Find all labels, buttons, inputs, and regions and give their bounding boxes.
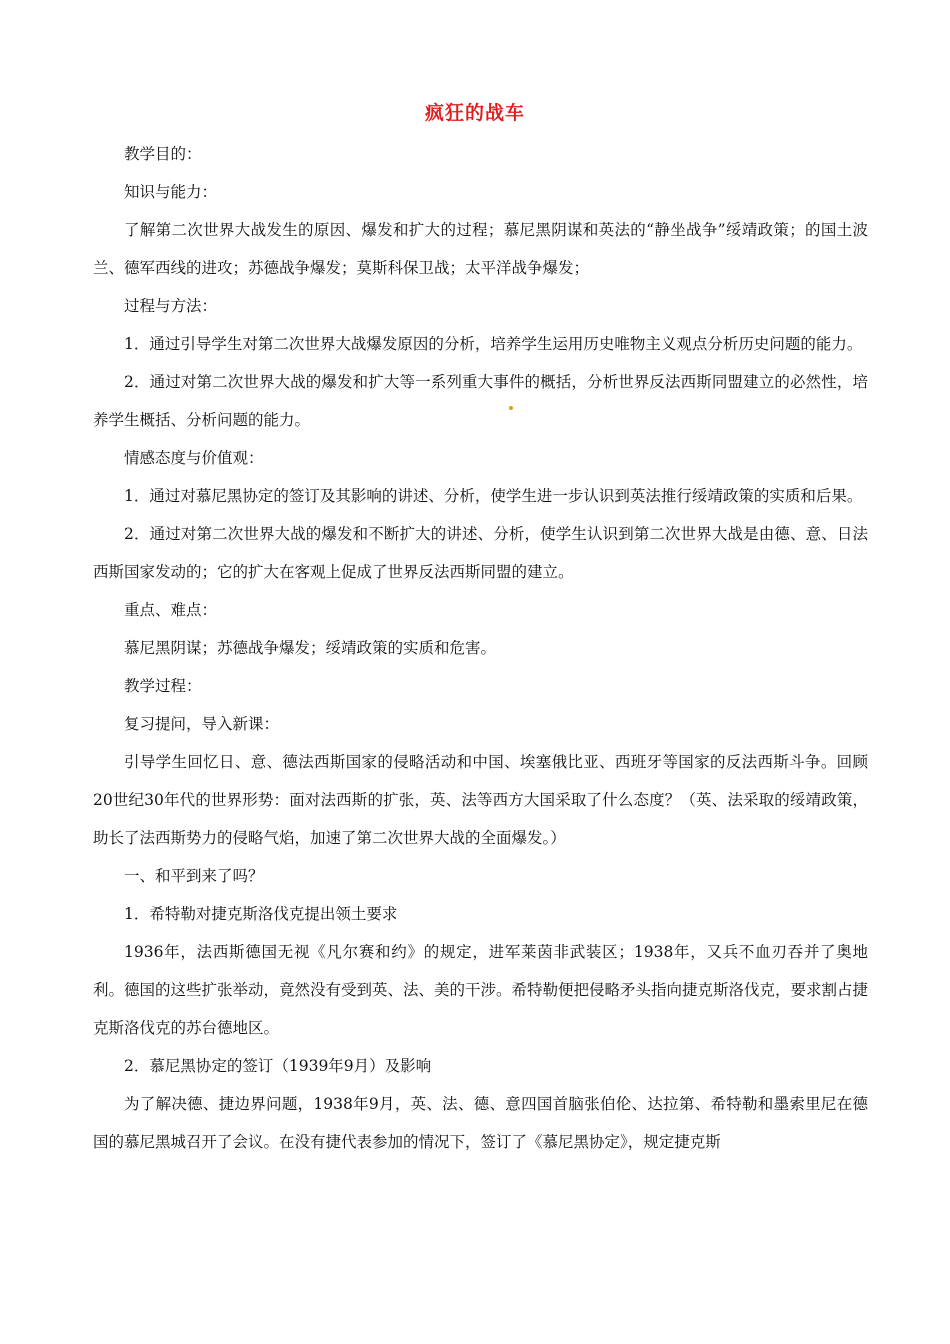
- paragraph-process-1: 1．通过引导学生对第二次世界大战爆发原因的分析，培养学生运用历史唯物主义观点分析历史问题的能力。: [124, 335, 863, 353]
- subheading-hitler-demands: 1．希特勒对捷克斯洛伐克提出领土要求: [124, 905, 398, 923]
- paragraph-key-points: 慕尼黑阴谋；苏德战争爆发；绥靖政策的实质和危害。: [124, 639, 497, 657]
- paragraph-review: 引导学生回忆日、意、德法西斯国家的侵略活动和中国、埃塞俄比亚、西班牙等国家的反法西斯斗争。回顾20世纪30年代的世界形势：面对法西斯的扩张，英、法等西方大国采取了什么态度？（英、法采取的绥靖政策，助长了法西斯势力的侵略气焰，加速了第二次世界大战的全面爆发。）: [93, 753, 868, 847]
- document-body: [93, 135, 868, 1161]
- section-heading-peace: 一、和平到来了吗？: [124, 867, 264, 885]
- subheading-key-points: 重点、难点：: [124, 601, 218, 619]
- paragraph-knowledge: 了解第二次世界大战发生的原因、爆发和扩大的过程；慕尼黑阴谋和英法的“静坐战争”绥靖政策；的国土波兰、德军西线的进攻；苏德战争爆发；莫斯科保卫战；太平洋战争爆发；: [93, 221, 868, 277]
- subheading-process: 过程与方法：: [124, 297, 218, 315]
- paragraph-process-2: 2．通过对第二次世界大战的爆发和扩大等一系列重大事件的概括，分析世界反法西斯同盟建立的必然性，培养学生概括、分析问题的能力。: [93, 373, 868, 429]
- document-title: 疯狂的战车: [424, 102, 525, 124]
- paragraph-values-2: 2．通过对第二次世界大战的爆发和不断扩大的讲述、分析，使学生认识到第二次世界大战是由德、意、日法西斯国家发动的；它的扩大在客观上促成了世界反法西斯同盟的建立。: [93, 525, 868, 581]
- subheading-munich-agreement: 2．慕尼黑协定的签订（1939年9月）及影响: [124, 1057, 432, 1075]
- paragraph-munich-agreement: 为了解决德、捷边界问题，1938年9月，英、法、德、意四国首脑张伯伦、达拉第、希特勒和墨索里尼在德国的慕尼黑城召开了会议。在没有捷代表参加的情况下，签订了《慕尼黑协定》，规定捷克斯: [93, 1095, 868, 1151]
- stray-dot-mark: [509, 406, 513, 410]
- subheading-values: 情感态度与价值观：: [124, 449, 264, 467]
- paragraph-hitler-demands: 1936年，法西斯德国无视《凡尔赛和约》的规定，进军莱茵非武装区；1938年，又兵不血刃吞并了奥地利。德国的这些扩张举动，竟然没有受到英、法、美的干涉。希特勒便把侵略矛头指向捷克斯洛伐克，要求割占捷克斯洛伐克的苏台德地区。: [93, 943, 869, 1037]
- subheading-knowledge: 知识与能力：: [124, 183, 218, 201]
- subheading-process-teaching: 教学过程：: [124, 677, 202, 695]
- subheading-review: 复习提问，导入新课：: [124, 715, 280, 733]
- section-heading-objectives: 教学目的：: [124, 145, 202, 163]
- paragraph-values-1: 1．通过对慕尼黑协定的签订及其影响的讲述、分析，使学生进一步认识到英法推行绥靖政策的实质和后果。: [124, 487, 863, 505]
